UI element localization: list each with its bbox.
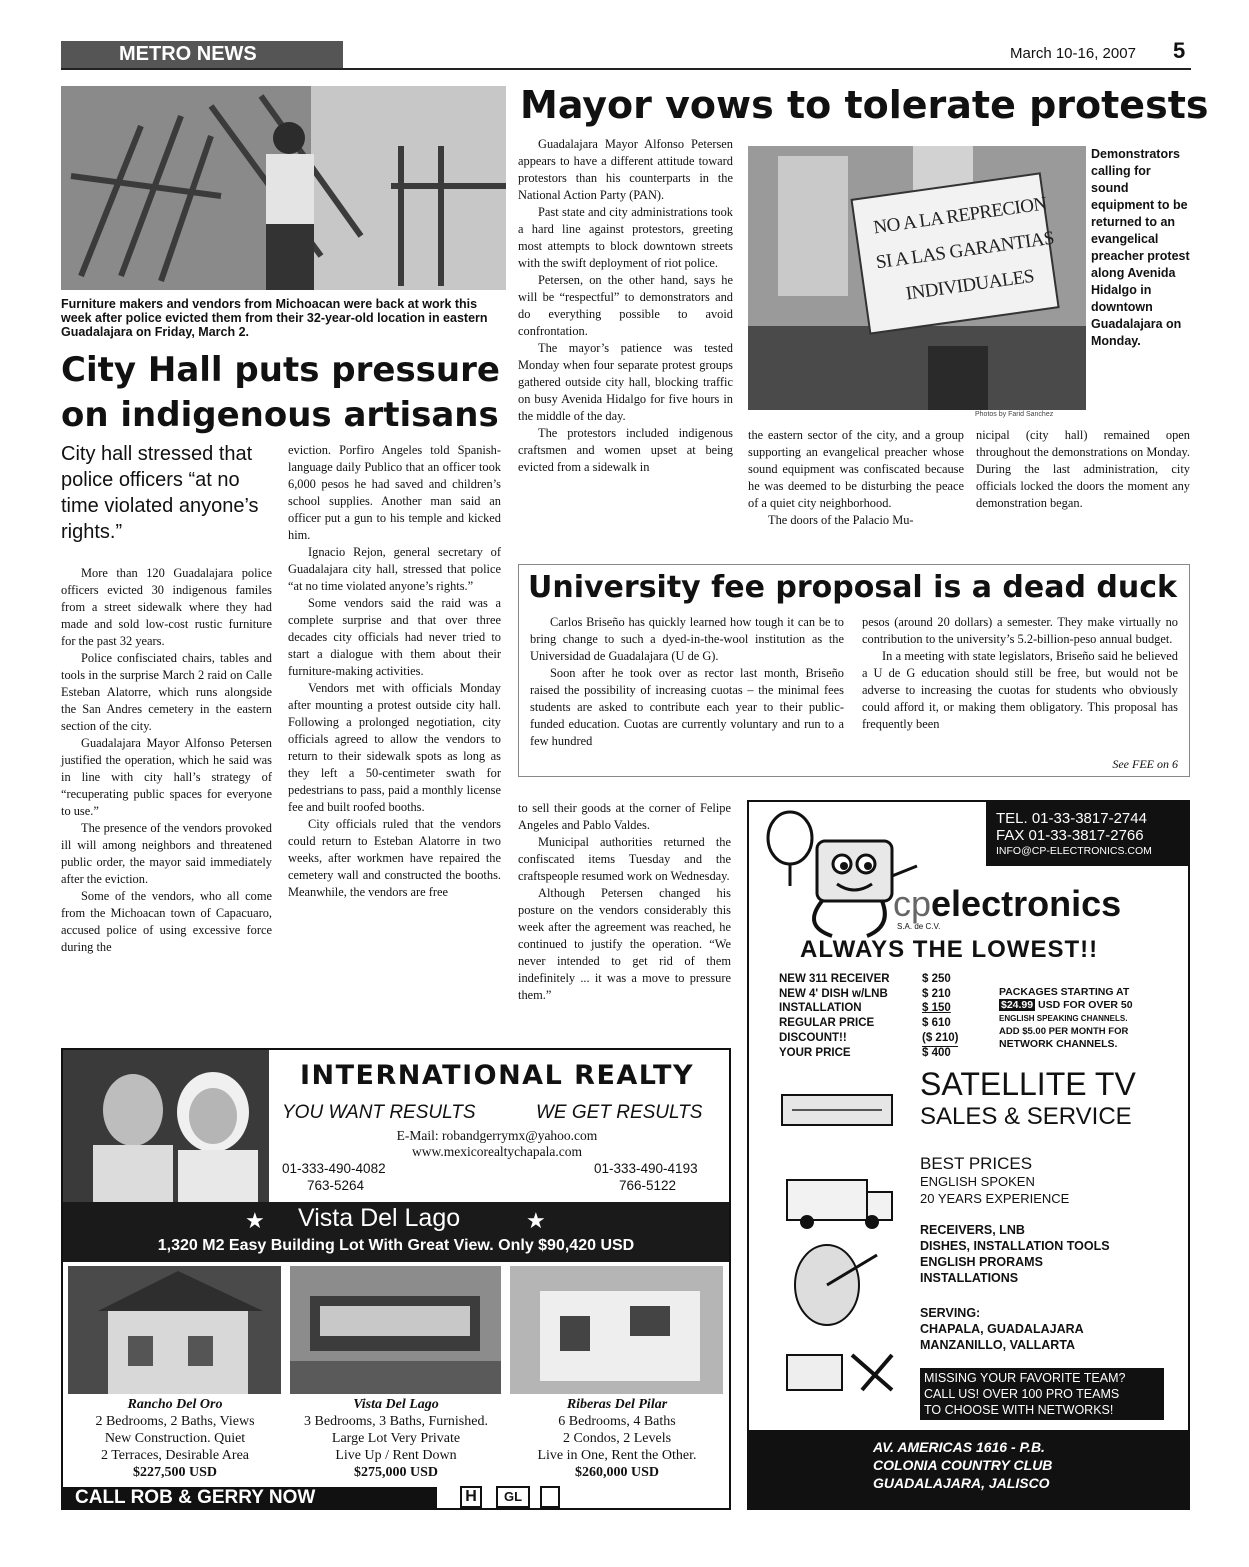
paragraph: pesos (around 20 dollars) a semester. They make virtually no contribution to the university’s 5.2-billion-peso annual budget.: [862, 615, 1178, 646]
promo-line: TO CHOOSE WITH NETWORKS!: [924, 1403, 1114, 1417]
price-item: NEW 4' DISH w/LNB: [779, 987, 888, 1000]
price-row: [779, 987, 979, 1002]
paragraph: nicipal (city hall) remained open throughout the demonstrations on Monday. During the last administration, city officials locked the doors the moment any demonstration began.: [976, 428, 1190, 510]
serving-label: SERVING:: [920, 1306, 981, 1320]
paragraph: Carlos Briseño has quickly learned how tough it can be to bring change to such a dyed-in-the-wool institution as the Universidad de Guadalajara (U de G).: [530, 615, 844, 663]
city-hall-headline: City Hall puts pressure on indigenous artisans: [61, 350, 500, 435]
realty-phone-1: 01-333-490-4082: [282, 1161, 386, 1176]
listing: [508, 1396, 726, 1481]
price-item: REGULAR PRICE: [779, 1017, 875, 1030]
price-value: $ 610: [922, 1017, 951, 1030]
partner-logo: GL: [496, 1486, 530, 1508]
paragraph: City officials ruled that the vendors could return to Esteban Alatorre in two weeks, after workmen have repaired the cemetery wall and constructed the booths. Meanwhile, the vendors are free: [288, 817, 501, 899]
feature-list: [920, 1154, 1180, 1207]
package-line: ADD $5.00 PER MONTH FOR: [999, 1026, 1129, 1037]
realty-tagline-right: WE GET RESULTS: [536, 1102, 703, 1123]
promo-line: MISSING YOUR FAVORITE TEAM?: [924, 1371, 1126, 1385]
phone-number: TEL. 01-33-3817-2744: [996, 810, 1147, 827]
sign-line: NO A LA REPRECION: [872, 193, 1049, 239]
price-item: YOUR PRICE: [779, 1046, 851, 1059]
price-list: [779, 972, 979, 1060]
agents-photo: [63, 1050, 269, 1202]
fee-column-2: [862, 614, 1178, 733]
product-images: [772, 1080, 902, 1410]
listing-photo: [68, 1266, 281, 1394]
listing-price: $260,000 USD: [574, 1465, 659, 1480]
vista-banner-subtitle: 1,320 M2 Easy Building Lot With Great View. Only $90,420 USD: [157, 1237, 635, 1254]
listing-photo: [510, 1266, 723, 1394]
vista-banner-title: Vista Del Lago: [298, 1204, 461, 1232]
listing-photo-illustration: [68, 1266, 281, 1394]
vendor-photo: [61, 86, 506, 290]
address-line: AV. AMERICAS 1616 - P.B.: [873, 1439, 1045, 1455]
price-item: NEW 311 RECEIVER: [779, 973, 890, 985]
listing: [284, 1396, 508, 1481]
slogan: ALWAYS THE LOWEST!!: [800, 936, 1099, 963]
realty-title: INTERNATIONAL REALTY: [299, 1060, 695, 1091]
listing-photo-illustration: [290, 1266, 501, 1394]
brand-subtitle: S.A. de C.V.: [897, 922, 941, 931]
feature-item: ENGLISH SPOKEN: [920, 1174, 1035, 1189]
listing-detail: New Construction. Quiet: [104, 1431, 246, 1446]
paragraph: Past state and city administrations took a hard line against protestors, greeting most attempts to block downtown streets with the swift deployment of riot police.: [518, 205, 733, 270]
fax-number: FAX 01-33-3817-2766: [996, 827, 1144, 844]
address-line: COLONIA COUNTRY CLUB: [873, 1457, 1053, 1473]
address-line: GUADALAJARA, JALISCO: [873, 1475, 1050, 1491]
vendor-photo-illustration: [61, 86, 506, 290]
price-row: [779, 1001, 979, 1016]
package-rest: USD FOR OVER 50: [1038, 999, 1133, 1011]
contact-email[interactable]: INFO@CP-ELECTRONICS.COM: [996, 845, 1152, 857]
package-line: NETWORK CHANNELS.: [999, 1038, 1118, 1050]
listing-name: Vista Del Lago: [353, 1397, 439, 1412]
paragraph: Some of the vendors, who all come from the Michoacan town of Capacuaro, accused police of using excessive force during the: [61, 889, 272, 954]
issue-date: March 10-16, 2007: [1010, 45, 1136, 62]
package-line: ENGLISH SPEAKING CHANNELS.: [999, 1014, 1128, 1023]
satellite-title: SATELLITE TV: [920, 1066, 1136, 1102]
realty-website[interactable]: www.mexicorealtychapala.com: [411, 1144, 583, 1159]
agents-photo-illustration: [63, 1050, 269, 1202]
vista-banner: [63, 1202, 729, 1262]
serving-areas: [920, 1305, 1180, 1353]
header-rule: [61, 68, 1191, 70]
satellite-subtitle: SALES & SERVICE: [920, 1103, 1132, 1130]
price-value: $ 150: [922, 1002, 951, 1015]
realty-email[interactable]: E-Mail: robandgerrymx@yahoo.com: [396, 1128, 598, 1143]
store-address: [873, 1438, 1052, 1492]
paragraph: The presence of the vendors provoked ill will among neighbors and threatened public order, the mayor said immediately after the eviction.: [61, 821, 272, 886]
protest-photo: [748, 146, 1086, 410]
package-price: $24.99: [1001, 999, 1034, 1011]
pull-quote: City hall stressed that police officers “at no time violated anyone’s rights.”: [61, 443, 259, 543]
sign-line: INDIVIDUALES: [904, 265, 1036, 305]
package-line: PACKAGES STARTING AT: [999, 986, 1130, 998]
paragraph: the eastern sector of the city, and a group supporting an evangelical preacher whose sound equipment was confiscated because he was deemed to be disturbing the peace of a quiet city neighborhood.: [748, 428, 964, 510]
section-banner: METRO NEWS: [61, 41, 343, 68]
realty-phone-1-local: 763-5264: [307, 1178, 365, 1193]
listing-detail: 2 Terraces, Desirable Area: [100, 1448, 250, 1463]
fee-jump-link[interactable]: See FEE on 6: [1112, 757, 1178, 771]
city-hall-column-2: [288, 442, 501, 901]
photo-credit: Photos by Farid Sanchez: [975, 411, 1054, 418]
price-row: [779, 1016, 979, 1031]
paragraph: Guadalajara Mayor Alfonso Petersen justified the operation, which he said was in line with city hall’s strategy of “recuperating public spaces for everyone to use.”: [61, 736, 272, 818]
price-value: $ 210: [922, 987, 951, 1000]
fee-headline: University fee proposal is a dead duck: [528, 570, 1177, 605]
paragraph: Although Petersen changed his posture on the vendors considerably this week after the agreement was reached, he continued to justify the operation. “We never intended to get rid of them indefinitely ... it was a move to pressure them.”: [518, 886, 731, 1002]
paragraph: Police confisciated chairs, tables and tools in the surprise March 2 raid on Calle Esteban Alatorre, which runs alongside the San Andres cemetery in the eastern section of the city.: [61, 651, 272, 733]
mayor-column-3: [976, 427, 1190, 512]
serving-item: MANZANILLO, VALLARTA: [920, 1338, 1076, 1352]
realty-tagline-left: YOU WANT RESULTS: [282, 1102, 476, 1123]
service-list: [920, 1222, 1180, 1286]
package-offer: [999, 986, 1184, 1051]
star-icon: ★: [526, 1208, 546, 1233]
listing-price: $275,000 USD: [353, 1465, 438, 1480]
brand-name: electronics: [931, 883, 1122, 924]
paragraph: eviction. Porfiro Angeles told Spanish-language daily Publico that an officer took 6,000 pesos he had saved and children’s school supplies. Another man said an officer put a gun to his temple and kicked him.: [288, 443, 501, 542]
paragraph: Ignacio Rejon, general secretary of Guadalajara city hall, stressed that police “at no time violated anyone’s rights.”: [288, 545, 501, 593]
sign-line: SI A LAS GARANTIAS: [874, 227, 1056, 274]
listing-detail: 2 Condos, 2 Levels: [562, 1431, 672, 1446]
price-row: [779, 972, 979, 987]
price-row: [779, 1031, 979, 1046]
listing-photo: [290, 1266, 501, 1394]
serving-item: CHAPALA, GUADALAJARA: [920, 1322, 1084, 1336]
listing-detail: 3 Bedrooms, 3 Baths, Furnished.: [304, 1414, 488, 1429]
realty-phone-2: 01-333-490-4193: [594, 1161, 698, 1176]
paragraph: Soon after he took over as rector last month, Briseño raised the possibility of increasing cuotas – the minimal fees students are asked to contribute each year to their public-funded education. Cuotas are currently voluntary and run to a few hundred: [530, 666, 844, 748]
mayor-column-1: [518, 136, 733, 476]
service-item: DISHES, INSTALLATION TOOLS: [920, 1239, 1110, 1253]
price-item: DISCOUNT!!: [779, 1031, 847, 1044]
brand-logo: [893, 884, 1121, 924]
mayor-headline: Mayor vows to tolerate protests: [520, 83, 1209, 127]
realty-phone-2-local: 766-5122: [619, 1178, 677, 1193]
call-to-action: CALL ROB & GERRY NOW: [63, 1487, 437, 1509]
mayor-column-2: [748, 427, 964, 529]
feature-item: BEST PRICES: [920, 1154, 1033, 1173]
listing-detail: Live Up / Rent Down: [335, 1448, 457, 1463]
paragraph: The mayor’s patience was tested Monday when four separate protest groups gathered outside city hall, blocking traffic on busy Avenida Hidalgo for five hours in the middle of the day.: [518, 341, 733, 423]
listing-name: Riberas Del Pilar: [566, 1397, 668, 1412]
city-hall-column-3: [518, 800, 731, 1004]
package-line: [999, 999, 1184, 1012]
paragraph: Petersen, on the other hand, says he will be “respectful” to demonstrators and do everything possible to avoid confrontation.: [518, 273, 733, 338]
service-item: INSTALLATIONS: [920, 1271, 1019, 1285]
price-value: ($ 210): [922, 1031, 958, 1047]
price-value: $ 250: [922, 973, 951, 985]
listing-detail: Live in One, Rent the Other.: [537, 1448, 697, 1463]
brand-cp: cp: [893, 883, 932, 924]
contact-box: [986, 802, 1188, 866]
vendor-photo-caption: Furniture makers and vendors from Michoacan were back at work this week after police evicted them from their 32-year-old location in eastern Guadalajara on Friday, March 2.: [61, 297, 488, 339]
service-item: RECEIVERS, LNB: [920, 1223, 1025, 1237]
page-number: 5: [1173, 38, 1186, 63]
listing-price: $227,500 USD: [132, 1465, 217, 1480]
promo-box: [920, 1368, 1164, 1420]
paragraph: The protestors included indigenous craftsmen and women upset at being evicted from a sidewalk in: [518, 426, 733, 474]
protest-photo-caption: Demonstrators calling for sound equipment to be returned to an evangelical preacher protest along Avenida Hidalgo in downtown Guadalajara on Monday.: [1091, 147, 1190, 348]
paragraph: Guadalajara Mayor Alfonso Petersen appears to have a different attitude toward protestors than his counterparts in the National Action Party (PAN).: [518, 137, 733, 202]
paragraph: to sell their goods at the corner of Felipe Angeles and Pablo Valdes.: [518, 801, 731, 832]
price-value: $ 400: [922, 1046, 951, 1059]
price-row: [779, 1046, 979, 1061]
city-hall-column-1: [61, 565, 272, 956]
equal-housing-icon: [540, 1486, 560, 1508]
listing-detail: 2 Bedrooms, 2 Baths, Views: [95, 1414, 255, 1429]
promo-line: CALL US! OVER 100 PRO TEAMS: [924, 1387, 1120, 1401]
paragraph: In a meeting with state legislators, Briseño said he believed a U de G education should still be free, but would not be adverse to increasing the cuotas for students who obviously could afford it, or making them obligatory. This proposal has frequently been: [862, 649, 1178, 731]
feature-item: 20 YEARS EXPERIENCE: [920, 1191, 1070, 1206]
partner-logo: H: [460, 1486, 482, 1508]
product-illustrations: [772, 1080, 902, 1410]
paragraph: More than 120 Guadalajara police officers evicted 30 indigenous familes from a street sidewalk where they had made and sold low-cost rustic furniture for the past 32 years.: [61, 566, 272, 648]
listing: [66, 1396, 284, 1481]
paragraph: Some vendors said the raid was a complete surprise and that over three decades city officials had never tried to start a dialogue with them about their furniture-making activities.: [288, 596, 501, 678]
listing-name: Rancho Del Oro: [127, 1397, 223, 1412]
listing-detail: 6 Bedrooms, 4 Baths: [558, 1414, 676, 1429]
paragraph: Vendors met with officials Monday after mounting a protest outside city hall. Following a prolonged negotiation, city officials agreed to allow the vendors to return to their sidewalk spots as long as they left a 50-centimeter swath for pedestrians to pass, paid a monthly license fee and built roofed booths.: [288, 681, 501, 814]
paragraph: The doors of the Palacio Mu-: [768, 513, 914, 527]
paragraph: Municipal authorities returned the confiscated items Tuesday and the craftspeople resumed work on Wednesday.: [518, 835, 731, 883]
listing-detail: Large Lot Very Private: [331, 1431, 461, 1446]
price-item: INSTALLATION: [779, 1002, 862, 1015]
fee-column-1: [530, 614, 844, 750]
service-item: ENGLISH PRORAMS: [920, 1255, 1043, 1269]
listing-photo-illustration: [510, 1266, 723, 1394]
star-icon: ★: [245, 1208, 265, 1233]
